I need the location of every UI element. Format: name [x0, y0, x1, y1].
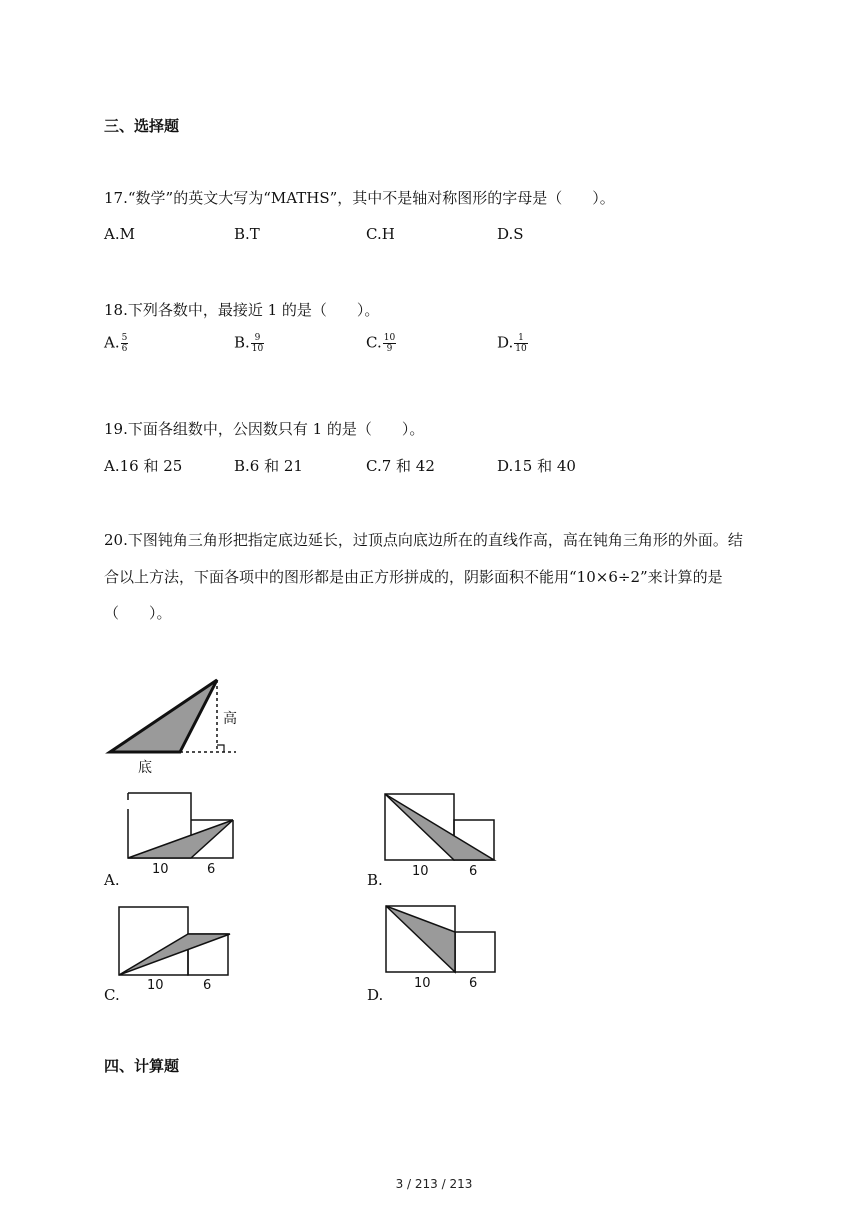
figure-a-length-10: 10 [152, 862, 169, 877]
figure-b-length-10: 10 [412, 864, 429, 879]
q18-option-c-letter: C. [366, 333, 382, 352]
numerator: 10 [383, 333, 396, 343]
q19-option-b: B.6 和 21 [234, 457, 303, 475]
figure-d-letter: D. [367, 986, 384, 1004]
section-heading-calculation: 四、计算题 [104, 1057, 180, 1075]
q17-option-b: B.T [234, 225, 260, 243]
denominator: 6 [121, 344, 128, 354]
question-20-stem-line2: 合以上方法，下面各项中的图形都是由正方形拼成的，阴影面积不能用“10×6÷2”来计算的是 [104, 568, 723, 586]
question-19-stem: 19.下面各组数中，公因数只有 1 的是（ ）。 [104, 420, 425, 438]
question-18-stem: 18.下列各数中，最接近 1 的是（ ）。 [104, 301, 380, 319]
q18-option-a-letter: A. [104, 333, 120, 352]
figure-b-length-6: 6 [469, 864, 478, 879]
q19-option-a: A.16 和 25 [104, 457, 183, 475]
numerator: 5 [121, 333, 128, 343]
figure-c-length-10: 10 [147, 978, 164, 993]
q18-option-b-letter: B. [234, 333, 250, 352]
denominator: 10 [251, 344, 264, 354]
base-label: 底 [138, 760, 152, 776]
numerator: 9 [251, 333, 264, 344]
page-number: 3 / 213 / 213 [395, 1177, 473, 1191]
q17-option-a: A.M [104, 225, 135, 243]
q19-option-c: C.7 和 42 [366, 457, 435, 475]
figure-d-length-10: 10 [414, 976, 431, 991]
q18-option-d-letter: D. [497, 333, 514, 352]
question-20-stem-line1: 20.下图钝角三角形把指定底边延长，过顶点向底边所在的直线作高，高在钝角三角形的外面。结 [104, 531, 743, 549]
q17-option-d: D.S [497, 225, 524, 243]
section-heading-choice: 三、选择题 [104, 117, 180, 135]
figure-d-length-6: 6 [469, 976, 478, 991]
numerator: 1 [514, 333, 527, 344]
figure-a-letter: A. [104, 871, 120, 889]
question-17-stem: 17.“数学”的英文大写为“MATHS”，其中不是轴对称图形的字母是（ ）。 [104, 189, 615, 207]
figure-a-length-6: 6 [207, 862, 216, 877]
denominator: 10 [515, 344, 527, 354]
figure-c-length-6: 6 [203, 978, 212, 993]
question-20-stem-line3: （ ）。 [104, 604, 172, 622]
q19-option-d: D.15 和 40 [497, 457, 576, 475]
q17-option-c: C.H [366, 225, 395, 243]
figure-c-letter: C. [104, 986, 120, 1004]
figure-b-letter: B. [367, 871, 383, 889]
height-label: 高 [223, 711, 237, 727]
denominator: 9 [386, 344, 393, 354]
